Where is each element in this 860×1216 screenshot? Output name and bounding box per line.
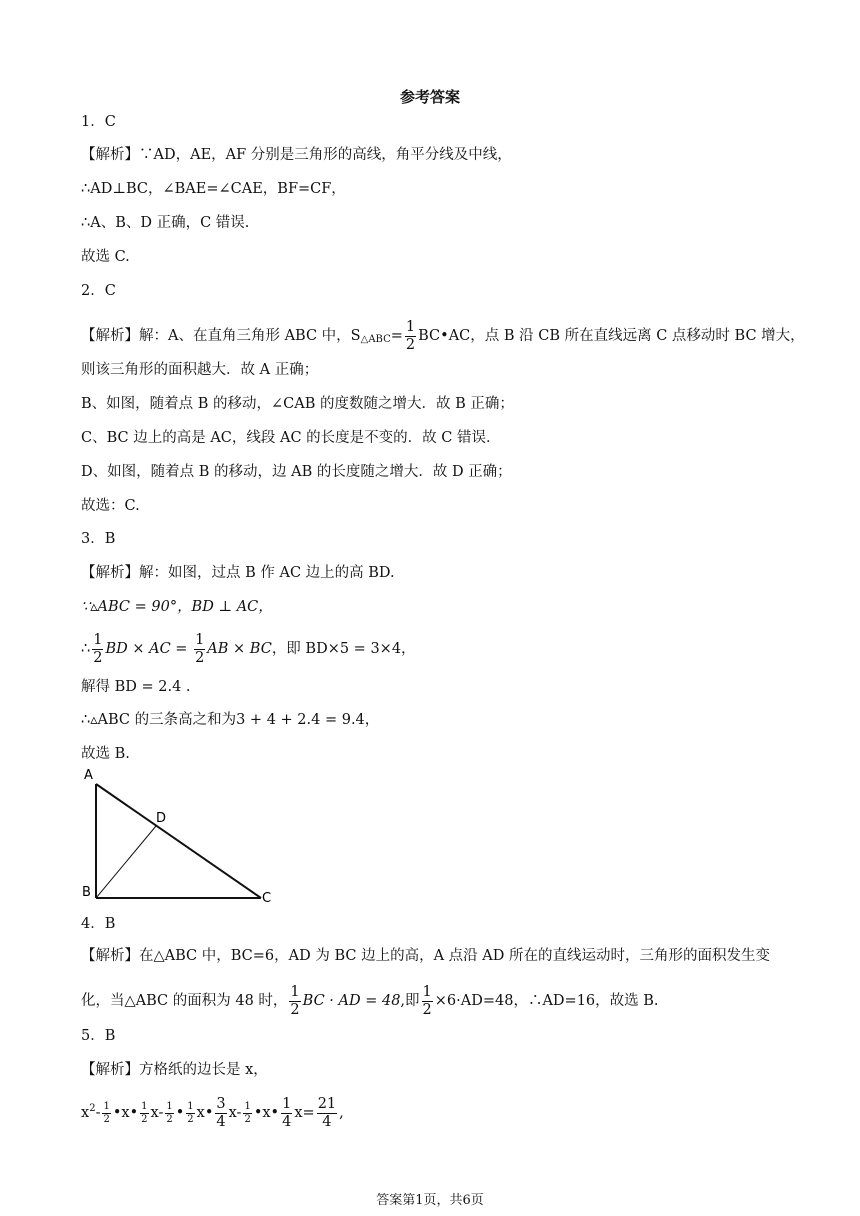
q5-frac-d <box>186 1102 194 1125</box>
q5-tag: 【解析】 <box>81 1062 139 1078</box>
q2-line-5: D、如图，随着点 B 的移动，边 AB 的长度随之增大．故 D 正确； <box>81 464 512 480</box>
q2-answer: 2．C <box>81 283 116 299</box>
q3-frac2-num: 1 <box>195 632 205 648</box>
q1-line-4: 故选 C. <box>81 249 130 265</box>
q2-l1-sub: △ABC <box>360 334 391 345</box>
q5-fa-den: 2 <box>103 1113 110 1125</box>
q4-frac1-num: 1 <box>290 984 300 1000</box>
q1-line-2: ∴AD⊥BC，∠BAE=∠CAE，BF=CF， <box>81 181 346 197</box>
q3-frac1-num: 1 <box>93 632 103 648</box>
q5-frac-f <box>243 1102 251 1125</box>
q5-fe-den: 4 <box>216 1113 226 1130</box>
q5-fb-num: 1 <box>141 1100 148 1112</box>
q2-frac-den: 2 <box>405 336 416 353</box>
label-d: D <box>156 811 167 826</box>
q4-frac1-den: 2 <box>290 1001 300 1018</box>
q4-l2-c: ,即 <box>400 993 420 1009</box>
triangle-figure <box>78 765 278 907</box>
q3-l3-a: ∴ <box>81 641 91 657</box>
q5-fg-den: 4 <box>282 1113 292 1130</box>
q2-line-2: 则该三角形的面积越大．故 A 正确； <box>81 362 319 378</box>
q5-fh-den: 4 <box>322 1113 332 1130</box>
q5-p7: x= <box>294 1105 315 1121</box>
q3-l3-c: AB × BC <box>207 641 272 657</box>
q3-line-1 <box>81 562 395 584</box>
q5-l1-text: 方格纸的边长是 x， <box>139 1062 268 1078</box>
side-ac <box>96 784 261 898</box>
q3-line-6: 故选 B. <box>81 746 130 762</box>
q4-fraction-2 <box>422 985 433 1017</box>
q2-line-6: 故选：C. <box>81 498 140 514</box>
q2-l1-b: BC•AC，点 B 沿 CB 所在直线远离 C 点移动时 BC 增大， <box>418 328 805 344</box>
q1-answer: 1．C <box>81 114 116 130</box>
q5-ff-den: 2 <box>244 1113 251 1125</box>
q5-fg-num: 1 <box>282 1096 292 1112</box>
q3-line-3 <box>81 633 416 665</box>
q2-line-4: C、BC 边上的高是 AC，线段 AC 的长度是不变的．故 C 错误． <box>81 430 501 446</box>
q2-l1-eq: = <box>390 328 403 344</box>
q5-p8: , <box>339 1105 344 1121</box>
q5-fd-num: 1 <box>187 1100 194 1112</box>
q4-line-2 <box>81 985 659 1017</box>
q5-fc-den: 2 <box>166 1113 173 1125</box>
q5-p2: x- <box>150 1105 164 1121</box>
q5-fc-num: 1 <box>166 1100 173 1112</box>
q5-line-1 <box>81 1059 268 1081</box>
q5-fa-num: 1 <box>103 1100 110 1112</box>
q4-l2-d: ×6·AD=48，∴AD=16，故选 B. <box>434 993 659 1009</box>
height-bd <box>96 826 156 898</box>
q5-fb-den: 2 <box>141 1113 148 1125</box>
q2-line-3: B、如图，随着点 B 的移动，∠CAB 的度数随之增大．故 B 正确； <box>81 396 514 412</box>
page-title: 参考答案 <box>399 88 460 106</box>
q5-frac-e <box>215 1097 226 1129</box>
label-a: A <box>84 768 93 783</box>
q2-l1-a: 解：A、在直角三角形 ABC 中，S <box>139 328 361 344</box>
label-c: C <box>262 891 272 906</box>
q5-p5: x- <box>228 1105 242 1121</box>
q1-l1-text: ∵AD，AE，AF 分别是三角形的高线，角平分线及中线， <box>139 147 512 163</box>
q3-fraction-2 <box>194 633 205 665</box>
q5-frac-c <box>165 1102 173 1125</box>
q5-fe-num: 3 <box>216 1096 226 1112</box>
page-footer: 答案第1页，共6页 <box>376 1193 484 1208</box>
q4-frac2-den: 2 <box>422 1001 432 1018</box>
q3-line-5: ∴▵ABC 的三条高之和为3 + 4 + 2.4 = 9.4， <box>81 712 380 728</box>
q2-tag: 【解析】 <box>81 328 139 344</box>
q5-frac-g <box>281 1097 292 1129</box>
q4-frac2-num: 1 <box>422 984 432 1000</box>
q5-line-2 <box>81 1097 344 1129</box>
q3-frac1-den: 2 <box>93 649 103 666</box>
q5-fd-den: 2 <box>187 1113 194 1125</box>
q1-line-1 <box>81 144 512 166</box>
q5-fh-num: 21 <box>317 1096 337 1112</box>
q5-p6: •x• <box>253 1105 280 1121</box>
q5-p4: x• <box>196 1105 214 1121</box>
q2-line-1 <box>81 320 805 352</box>
q5-x: x <box>81 1105 90 1121</box>
q3-fraction-1 <box>92 633 103 665</box>
q4-tag: 【解析】 <box>81 948 139 964</box>
q5-p1: •x• <box>112 1105 139 1121</box>
q3-answer: 3．B <box>81 531 116 547</box>
q4-l2-a: 化，当△ABC 的面积为 48 时， <box>81 993 288 1009</box>
q5-answer: 5．B <box>81 1028 116 1044</box>
q3-line-2: ∵▵ABC = 90°，BD ⊥ AC， <box>81 599 273 615</box>
q5-p0: - <box>95 1105 101 1121</box>
q5-frac-a <box>102 1102 110 1125</box>
q3-l3-b: BD × AC = <box>105 641 188 657</box>
q3-frac2-den: 2 <box>195 649 205 666</box>
q4-answer: 4．B <box>81 916 116 932</box>
q3-tag: 【解析】 <box>81 565 139 581</box>
q4-line-1 <box>81 945 770 967</box>
q1-line-3: ∴A、B、D 正确，C 错误. <box>81 215 250 231</box>
q5-p3: • <box>175 1105 185 1121</box>
q2-fraction <box>405 320 416 352</box>
q5-frac-h <box>317 1097 337 1129</box>
q4-fraction-1 <box>289 985 300 1017</box>
label-b: B <box>82 885 91 900</box>
q5-ff-num: 1 <box>244 1100 251 1112</box>
q5-frac-b <box>140 1102 148 1125</box>
q4-l1-text: 在△ABC 中，BC=6，AD 为 BC 边上的高，A 点沿 AD 所在的直线运动时，三角形的面积发生变 <box>139 948 770 964</box>
q5-sup: 2 <box>89 1103 96 1114</box>
q3-l3-d: ，即 BD×5 = 3×4， <box>271 641 416 657</box>
q3-line-4: 解得 BD = 2.4 . <box>81 679 191 695</box>
q1-tag: 【解析】 <box>81 147 139 163</box>
q3-l1-text: 解：如图，过点 B 作 AC 边上的高 BD. <box>139 565 395 581</box>
q2-frac-num: 1 <box>405 319 416 335</box>
q4-l2-b: BC · AD = 48 <box>302 993 401 1009</box>
